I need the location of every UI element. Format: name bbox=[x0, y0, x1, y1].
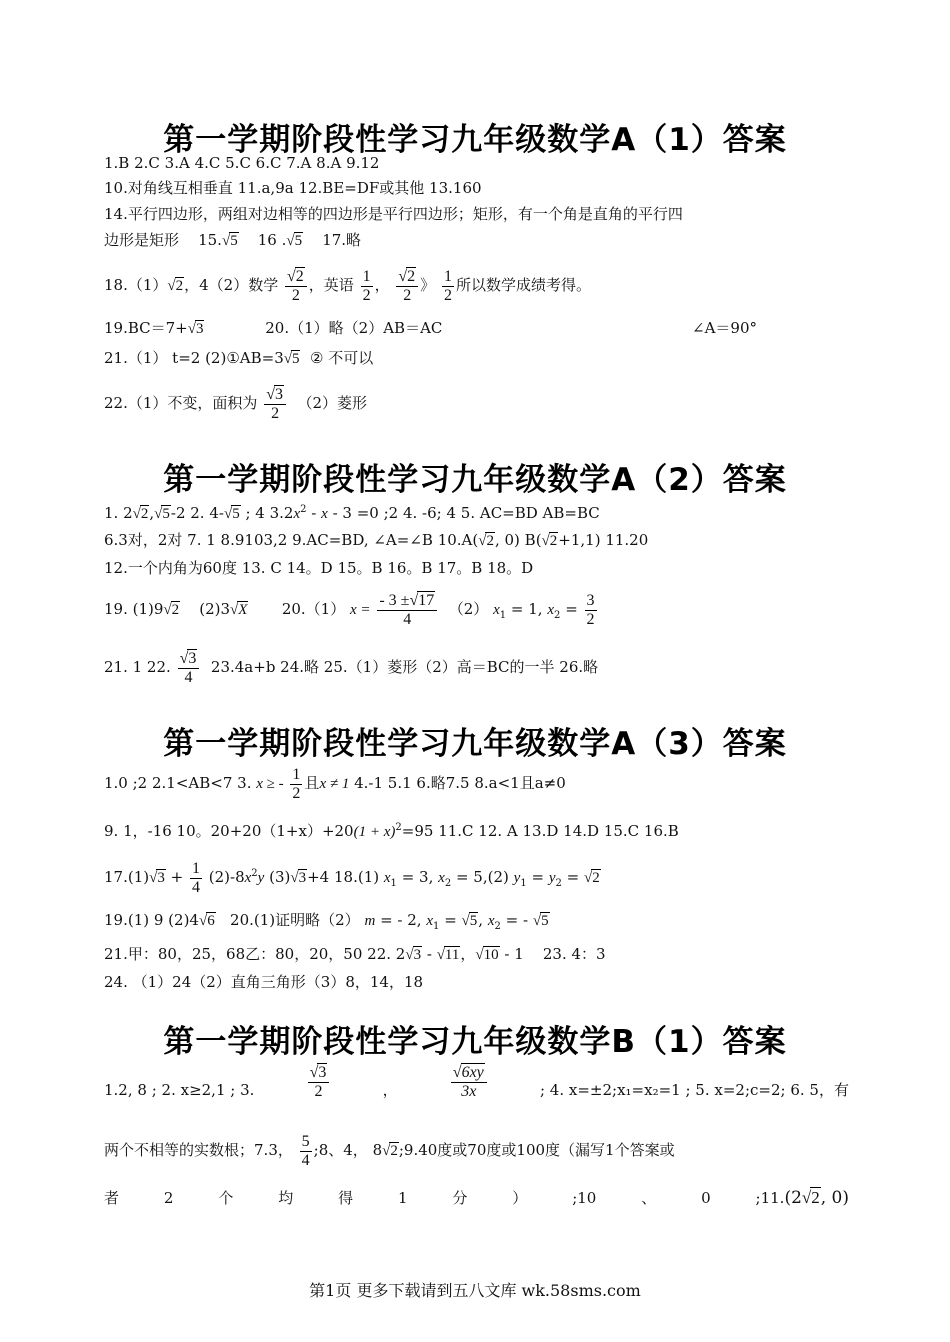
answer-line: 22.（1）不变，面积为 $\frac{√3}{2}$ （2）菱形 bbox=[104, 385, 368, 422]
sqrt-expr: √2 bbox=[801, 1188, 820, 1207]
answer-line: 19.(1) 9 (2)4√6 20.(1)证明略（2） m = - 2, $x_1 = √5$, $x_2$ = - √5 bbox=[104, 911, 549, 932]
sqrt-expr: √2 bbox=[541, 533, 558, 549]
sqrt-expr: √5 bbox=[286, 233, 303, 249]
answer-line: ∠A＝90° bbox=[692, 319, 757, 337]
fraction: $\frac{1}{2}$ bbox=[362, 267, 371, 304]
answer-line: 两个不相等的实数根；7.3， $\frac{5}{4}$ ;8、4， 8√2;9.40度或70度或100度（漏写1个答案或 bbox=[104, 1126, 675, 1175]
section-title-a1: 第一学期阶段性学习九年级数学A（1）答案 bbox=[163, 122, 787, 158]
fraction: $\frac{√2}{2}$ bbox=[396, 268, 418, 305]
fraction: $\frac{5}{4}$ bbox=[301, 1132, 310, 1169]
answer-line: 1.2, 8 ; 2. x≥2,1 ; 3. $\frac{√3}{2}$ ， $\frac{√6xy}{3x}$ ; 4. x=±2;x₁=x₂=1 ; 5. x=2;c=2; 6. 5，有 bbox=[104, 1064, 849, 1116]
page-footer: 第1页 更多下载请到五八文库 wk.58sms.com bbox=[309, 1281, 641, 1300]
answer-line: 21.（1） t=2 (2)①AB=3√5 ② 不可以 bbox=[104, 349, 374, 367]
sqrt-expr: √X bbox=[230, 602, 248, 618]
answer-line: 1.0 ;2 2.1<AB<7 3. x ≥ - $\frac{1}{2}$ 且x ≠ 1 4.-1 5.1 6.略7.5 8.a<1且a≠0 bbox=[104, 765, 566, 802]
answer-line: 10.对角线互相垂直 11.a,9a 12.BE=DF或其他 13.160 bbox=[104, 179, 482, 197]
sqrt-expr: √3 bbox=[405, 947, 422, 963]
answer-line: 边形是矩形 15.√5 16 .√5 17.略 bbox=[104, 231, 362, 249]
answer-line: 19. (1)9√2 (2)3√X 20.（1） x = $\frac{- 3 \pm√17}{4}$ （2） $x_1 = 1$, $x_2$ = $\frac{3}{2}$ bbox=[104, 588, 599, 637]
fraction: $\frac{√3}{2}$ bbox=[264, 386, 286, 423]
fraction: $\frac{1}{4}$ bbox=[191, 859, 200, 896]
answer-line: 17.(1)√3 + $\frac{1}{4}$ $(2)-8x^2y$ (3)√3+4 18.(1) $x_1 = 3$, $x_2 = 5,(2) y_1 = y_2 = √2$ bbox=[104, 853, 601, 905]
section-title-a2: 第一学期阶段性学习九年级数学A（2）答案 bbox=[163, 462, 787, 498]
fraction: $\frac{1}{2}$ bbox=[443, 267, 452, 304]
sqrt-expr: √3 bbox=[290, 870, 307, 886]
sqrt-expr: √5 bbox=[154, 506, 170, 522]
sqrt-expr: √2 bbox=[478, 533, 494, 549]
sqrt-expr: √5 bbox=[461, 913, 478, 929]
answer-line: 1. 2√2,√5-2 2. 4-√5 ; 4 $3.2x^2 - x - 3 =0$ ;2 4. -6; 4 5. AC=BD AB=BC bbox=[104, 504, 600, 522]
sqrt-expr: √2 bbox=[584, 870, 600, 886]
fraction: $\frac{- 3 \pm√17}{4}$ bbox=[377, 592, 437, 629]
sqrt-expr: √5 bbox=[223, 506, 240, 522]
answer-line: 6.3对，2对 7. 1 8.9103,2 9.AC=BD, ∠A=∠B 10.A(√2, 0) B(√2+1,1) 11.20 bbox=[104, 531, 649, 549]
fraction: $\frac{√3}{4}$ bbox=[178, 650, 200, 687]
fraction: $\frac{1}{2}$ bbox=[292, 765, 301, 802]
answer-line: 21.甲：80，25，68乙：80，20，50 22. 2√3 - √11，√10 - 1 23. 4：3 bbox=[104, 945, 606, 963]
answer-line: 24. （1）24（2）直角三角形（3）8，14，18 bbox=[104, 973, 424, 991]
sqrt-expr: √2 bbox=[132, 506, 149, 522]
section-title-a3: 第一学期阶段性学习九年级数学A（3）答案 bbox=[163, 726, 787, 762]
answer-line: 19.BC＝7+√3 20.（1）略（2）AB＝AC bbox=[104, 319, 443, 337]
answer-line: 18.（1）√2，4（2）数学 $\frac{√2}{2}$ ，英语 $\frac{1}{2}$ ， $\frac{√2}{2}$ 》 $\frac{1}{2}$ 所以数学成绩考得。 bbox=[104, 265, 591, 306]
answer-line: 9. 1，-16 10。$20+20(1+x)+20(1 + x)^2=95$ 11.C 12. A 13.D 14.D 15.C 16.B bbox=[104, 822, 679, 840]
answer-line: 12.一个内角为60度 13. C 14。D 15。B 16。B 17。B 18。D bbox=[104, 559, 534, 577]
sqrt-expr: √3 bbox=[149, 870, 165, 886]
sqrt-expr: √2 bbox=[163, 602, 180, 618]
sqrt-expr: √5 bbox=[221, 233, 238, 249]
sqrt-expr: √3 bbox=[187, 321, 204, 337]
sqrt-expr: √5 bbox=[532, 913, 549, 929]
sqrt-expr: √5 bbox=[283, 351, 300, 367]
sqrt-expr: √6 bbox=[198, 913, 215, 929]
sqrt-expr: √2 bbox=[167, 278, 184, 294]
answer-line: 21. 1 22. $\frac{√3}{4}$ 23.4a+b 24.略 25.（1）菱形（2）高＝BC的一半 26.略 bbox=[104, 649, 599, 686]
answer-line: 1.B 2.C 3.A 4.C 5.C 6.C 7.A 8.A 9.12 bbox=[104, 154, 380, 172]
answer-line: 者 2 个 均 得 1 分 ） ;10 、 0 ;11.(2√2, 0) bbox=[104, 1188, 849, 1208]
fraction: $\frac{√3}{2}$ bbox=[308, 1064, 330, 1116]
sqrt-expr: √11 bbox=[436, 947, 460, 963]
fraction: $\frac{√6xy}{3x}$ bbox=[451, 1064, 487, 1116]
fraction: $\frac{3}{2}$ bbox=[586, 591, 595, 628]
fraction: $\frac{√2}{2}$ bbox=[285, 268, 307, 305]
answer-line: 14.平行四边形，两组对边相等的四边形是平行四边形；矩形，有一个角是直角的平行四 bbox=[104, 205, 683, 223]
sqrt-expr: √2 bbox=[382, 1143, 398, 1159]
section-title-b1: 第一学期阶段性学习九年级数学B（1）答案 bbox=[163, 1024, 787, 1060]
sqrt-expr: √10 bbox=[475, 947, 499, 963]
